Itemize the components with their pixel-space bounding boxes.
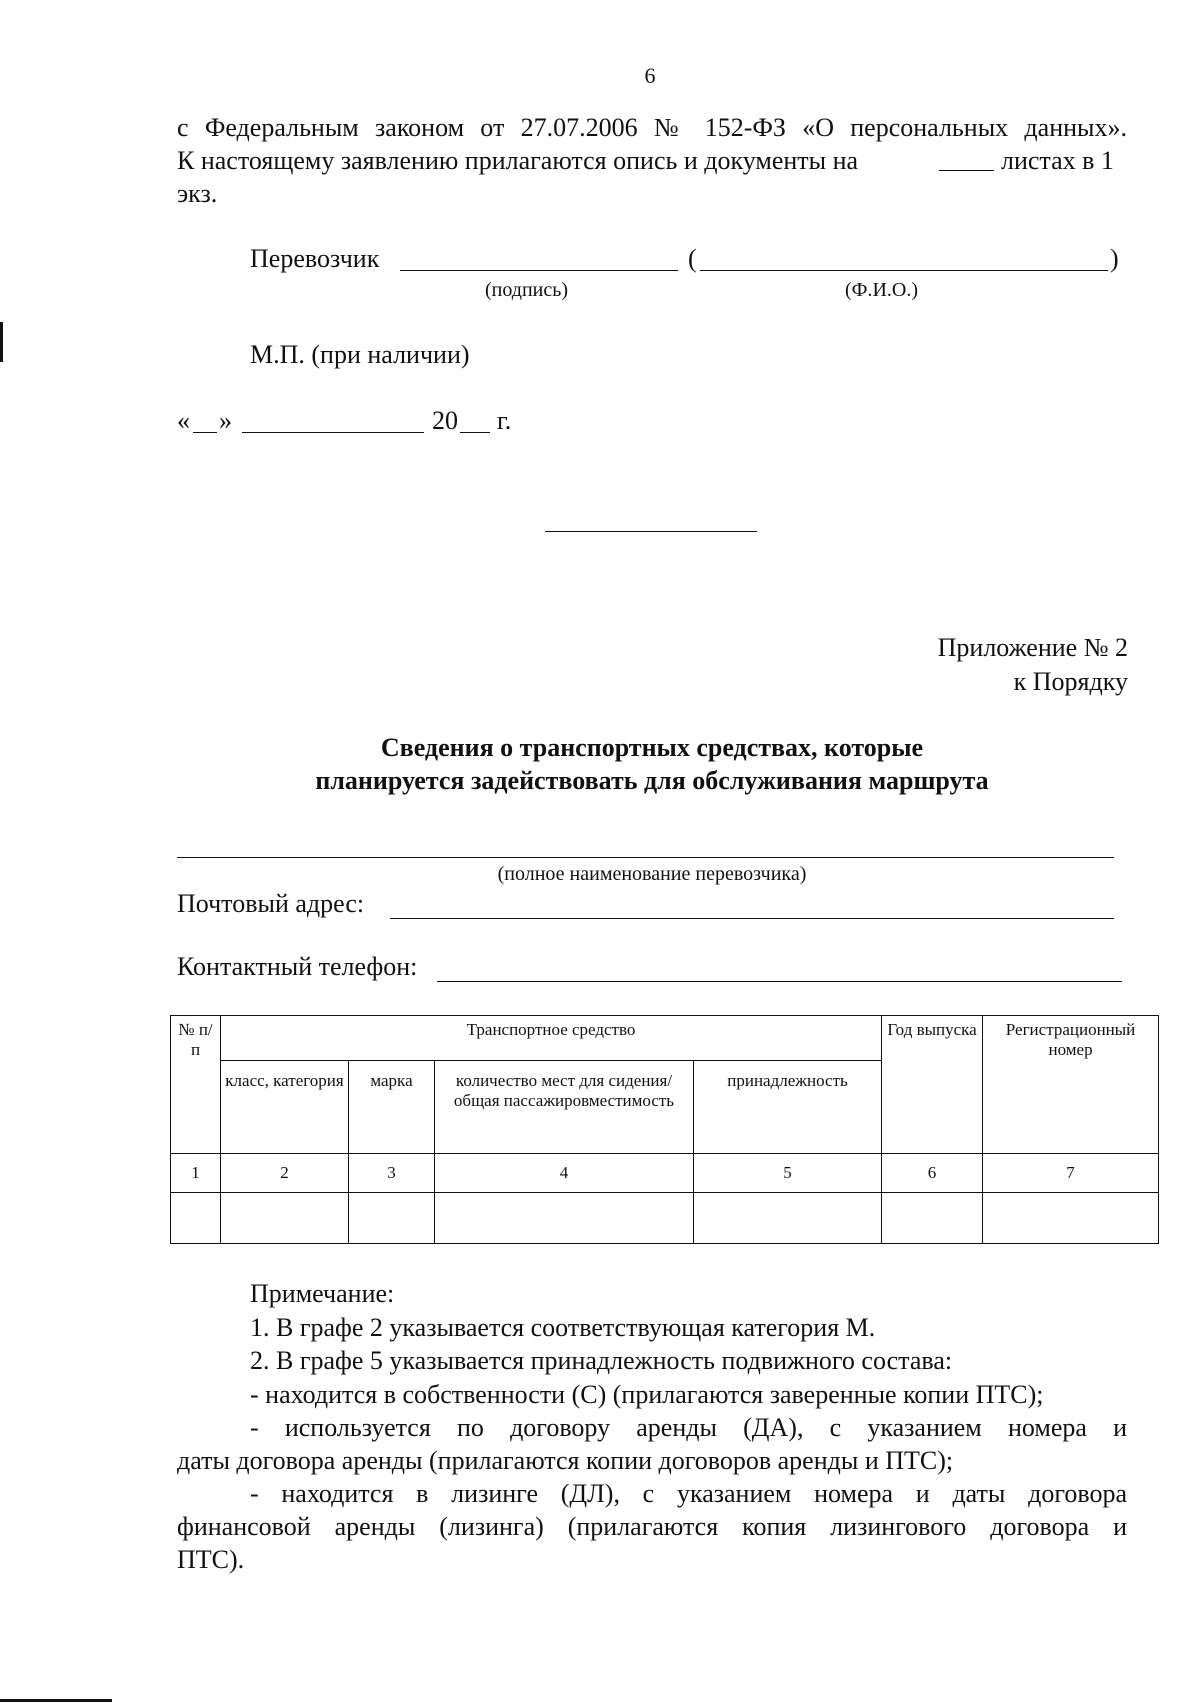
column-number: 2 [221, 1154, 349, 1193]
header-ownership: принадлежность [694, 1061, 882, 1154]
empty-cell [694, 1193, 882, 1244]
column-number: 6 [882, 1154, 983, 1193]
signature-line [400, 270, 678, 271]
date-year-prefix: 20 [432, 406, 458, 435]
stamp-label: М.П. (при наличии) [250, 340, 470, 369]
column-number-row [171, 1154, 1159, 1193]
carrier-name-line [177, 857, 1114, 858]
column-number: 1 [171, 1154, 221, 1193]
carrier-label: Перевозчик [250, 244, 380, 273]
header-brand: марка [349, 1061, 435, 1154]
table-row [171, 1193, 1159, 1244]
intro-line-1: с Федеральным законом от 27.07.2006 № 152-ФЗ «О персональных данных». [177, 113, 1127, 142]
note-2: 2. В графе 5 указывается принадлежность подвижного состава: [250, 1346, 953, 1375]
doc-title-line-1: Сведения о транспортных средствах, которые [380, 733, 924, 762]
date-day-blank [193, 432, 217, 433]
postal-address-label: Почтовый адрес: [177, 889, 365, 918]
note-1: 1. В графе 2 указывается соответствующая категория М. [250, 1313, 876, 1342]
phone-label: Контактный телефон: [177, 952, 418, 981]
note-bullet-3-line-3: ПТС). [177, 1545, 245, 1574]
section-separator [545, 531, 757, 532]
fio-line [700, 270, 1108, 271]
column-number: 7 [983, 1154, 1159, 1193]
fio-caption: (Ф.И.О.) [845, 279, 919, 301]
notes-heading: Примечание: [250, 1279, 395, 1308]
intro-line-3: экз. [177, 179, 218, 208]
fio-close-paren: ) [1110, 244, 1119, 273]
page-number: 6 [644, 63, 656, 88]
date-open-quote: « [177, 406, 190, 435]
column-number: 3 [349, 1154, 435, 1193]
note-bullet-2-line-1: - используется по договору аренды (ДА), с указанием номера и [250, 1413, 1127, 1442]
date-close-quote: » [219, 406, 232, 435]
header-class: класс, категория [221, 1061, 349, 1154]
empty-cell [221, 1193, 349, 1244]
fio-open-paren: ( [688, 244, 697, 273]
scan-bottom-mark [0, 1699, 112, 1702]
empty-cell [435, 1193, 694, 1244]
header-reg-number: Регистрационный номер [983, 1016, 1159, 1154]
note-bullet-3-line-2: финансовой аренды (лизинга) (прилагаются копия лизингового договора и [177, 1512, 1127, 1541]
date-year-blank [460, 432, 490, 433]
phone-line [437, 981, 1122, 982]
empty-cell [983, 1193, 1159, 1244]
vehicles-table [170, 1015, 1159, 1244]
signature-caption: (подпись) [485, 279, 569, 301]
date-month-blank [242, 432, 424, 433]
sheet-count-blank [939, 170, 994, 171]
doc-title-line-2: планируется задействовать для обслуживания маршрута [315, 766, 989, 795]
column-number: 5 [694, 1154, 882, 1193]
appendix-line-2: к Порядку [1013, 667, 1128, 696]
column-number: 4 [435, 1154, 694, 1193]
date-year-suffix: г. [497, 406, 512, 435]
header-year: Год выпуска [882, 1016, 983, 1154]
header-num: № п/п [171, 1016, 221, 1154]
carrier-name-caption: (полное наименование перевозчика) [497, 863, 807, 885]
header-vehicle-group: Транспортное средство [221, 1016, 882, 1061]
header-seats: количество мест для сидения/общая пассажировместимость [435, 1061, 694, 1154]
note-bullet-2-line-2: даты договора аренды (прилагаются копии договоров аренды и ПТС); [177, 1446, 954, 1475]
note-bullet-1: - находится в собственности (С) (прилагаются заверенные копии ПТС); [250, 1380, 1044, 1409]
intro-line-2b: листах в 1 [1001, 146, 1114, 175]
note-bullet-3-line-1: - находится в лизинге (ДЛ), с указанием номера и даты договора [250, 1479, 1127, 1508]
scan-edge-mark [0, 322, 3, 362]
postal-address-line [390, 918, 1114, 919]
empty-cell [171, 1193, 221, 1244]
empty-cell [349, 1193, 435, 1244]
empty-cell [882, 1193, 983, 1244]
intro-line-2a: К настоящему заявлению прилагаются опись и документы на [177, 146, 859, 175]
appendix-line-1: Приложение № 2 [937, 633, 1128, 662]
